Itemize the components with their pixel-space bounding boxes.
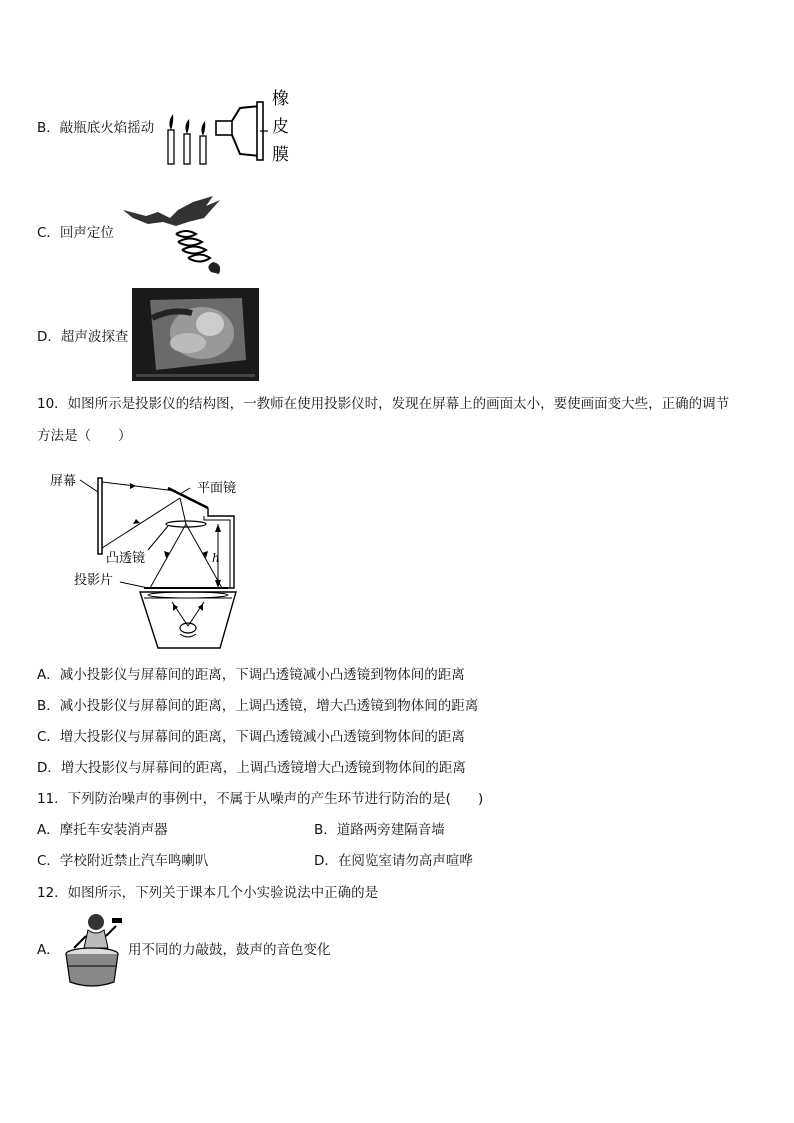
q9-option-b: B．敲瓶底火焰摇动 [37, 120, 155, 136]
mirror-label: 平面镜 [197, 481, 237, 496]
q11-stem: 11．下列防治噪声的事例中，不属于从噪声的产生环节进行防治的是( ) [37, 791, 484, 807]
slide-label: 投影片 [74, 573, 114, 588]
q10-option-a: A．减小投影仪与屏幕间的距离，下调凸透镜减小凸透镜到物体间的距离 [37, 667, 465, 683]
q10-option-b: B．减小投影仪与屏幕间的距离，上调凸透镜，增大凸透镜到物体间的距离 [37, 698, 479, 714]
drummer-figure [62, 912, 128, 990]
membrane-label-2: 皮 [272, 117, 289, 137]
membrane-label-1: 橡 [272, 89, 289, 109]
q10-stem-line2: 方法是（ ） [37, 428, 132, 444]
q12-option-a-text: 用不同的力敲鼓，鼓声的音色变化 [128, 942, 331, 958]
q10-option-c: C．增大投影仪与屏幕间的距离，下调凸透镜减小凸透镜到物体间的距离 [37, 729, 465, 745]
bat-echolocation-figure [118, 192, 228, 276]
candle-bottle-figure [160, 86, 289, 168]
q11-option-b: B．道路两旁建隔音墙 [314, 822, 445, 838]
h-label: h [212, 551, 220, 565]
q12-option-a-label: A． [37, 942, 60, 958]
projector-diagram [40, 466, 250, 650]
q11-option-a: A．摩托车安装消声器 [37, 822, 168, 838]
screen-label: 屏幕 [50, 474, 77, 489]
q12-stem: 12．如图所示，下列关于课本几个小实验说法中正确的是 [37, 885, 379, 901]
q10-stem-line1: 10．如图所示是投影仪的结构图，一教师在使用投影仪时，发现在屏幕上的画面太小，要使画面变大些，正确的调节 [37, 396, 730, 412]
q11-option-c: C．学校附近禁止汽车鸣喇叭 [37, 853, 209, 869]
q9-option-c: C．回声定位 [37, 225, 114, 241]
membrane-label-3: 膜 [272, 145, 289, 165]
q11-option-d: D．在阅览室请勿高声喧哗 [314, 853, 473, 869]
lens-label: 凸透镜 [106, 551, 146, 566]
q10-option-d: D．增大投影仪与屏幕间的距离，上调凸透镜增大凸透镜到物体间的距离 [37, 760, 466, 776]
q9-option-d: D．超声波探查 [37, 329, 129, 345]
ultrasound-image [132, 288, 259, 381]
